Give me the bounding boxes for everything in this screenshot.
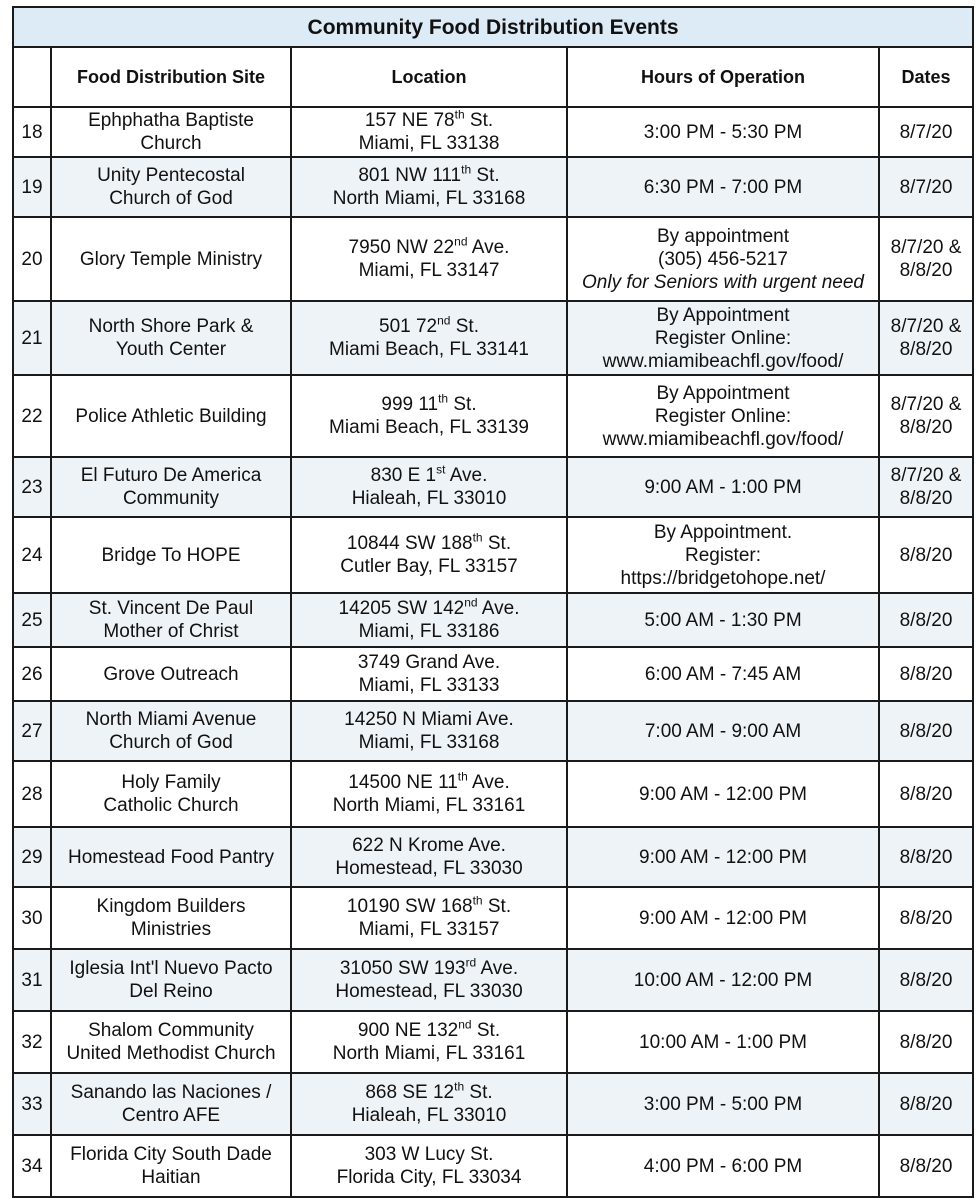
hours-cell (567, 107, 879, 157)
hours-cell (567, 1073, 879, 1135)
city-line: Hialeah, FL 33010 (351, 1105, 507, 1126)
row-number: 18 (13, 107, 51, 157)
hours-cell (567, 517, 879, 593)
site-cell (51, 457, 291, 517)
site-name-line: Church (140, 133, 202, 154)
dates-cell (879, 457, 973, 517)
hours-cell (567, 375, 879, 457)
street-number: 830 E 1 (370, 465, 437, 486)
ordinal-suffix: th (438, 391, 449, 406)
date-line: 8/8/20 (899, 609, 953, 631)
table-row (13, 107, 973, 157)
location-cell (291, 1135, 567, 1197)
row-number: 22 (13, 375, 51, 457)
location-cell (291, 949, 567, 1011)
column-header-number (13, 47, 51, 107)
city-line: Homestead, FL 33030 (335, 981, 523, 1002)
row-number: 31 (13, 949, 51, 1011)
dates-cell (879, 1011, 973, 1073)
hours-cell (567, 301, 879, 375)
site-cell (51, 107, 291, 157)
dates-cell (879, 827, 973, 887)
ordinal-suffix: nd (437, 313, 451, 328)
date-line: 8/7/20 & (890, 465, 962, 486)
site-name-line: Florida City South Dade (70, 1144, 272, 1165)
hours-line: 6:30 PM - 7:00 PM (643, 176, 803, 198)
address-line (296, 1019, 562, 1042)
location-cell (291, 1011, 567, 1073)
street-type: St. (471, 1020, 501, 1041)
site-cell (51, 827, 291, 887)
street-type: St. (464, 1082, 493, 1103)
location-cell (291, 593, 567, 647)
ordinal-suffix: nd (458, 1017, 472, 1032)
date-line: 8/8/20 (899, 339, 953, 360)
dates-cell (879, 157, 973, 217)
dates-cell (879, 375, 973, 457)
date-line: 8/8/20 (899, 1031, 953, 1053)
dates-cell (879, 1073, 973, 1135)
street-number: 31050 SW 193 (339, 958, 466, 979)
ordinal-suffix: th (454, 107, 465, 122)
row-number: 21 (13, 301, 51, 375)
street-number: 14250 N Miami Ave. (344, 709, 514, 730)
table-row (13, 301, 973, 375)
table-row (13, 593, 973, 647)
address-line (296, 109, 562, 132)
city-line: Miami, FL 33157 (358, 919, 500, 940)
site-name-line: Police Athletic Building (75, 405, 267, 427)
city-line: Cutler Bay, FL 33157 (340, 556, 518, 577)
street-number: 14205 SW 142 (338, 598, 465, 619)
street-type: St. (471, 165, 500, 186)
city-line: Homestead, FL 33030 (335, 858, 523, 879)
location-cell (291, 647, 567, 701)
city-line: North Miami, FL 33161 (332, 795, 526, 816)
site-name-line: United Methodist Church (66, 1043, 276, 1064)
hours-line: Register: (684, 544, 762, 566)
date-line: 8/8/20 (899, 417, 953, 438)
site-name-line: Centro AFE (121, 1105, 221, 1126)
site-cell (51, 301, 291, 375)
site-cell (51, 593, 291, 647)
hours-line: (305) 456-5217 (658, 248, 788, 270)
site-name-line: North Miami Avenue (85, 709, 257, 730)
dates-cell (879, 517, 973, 593)
site-cell (51, 1011, 291, 1073)
hours-cell (567, 701, 879, 761)
city-line: Miami, FL 33138 (358, 133, 500, 154)
site-cell (51, 949, 291, 1011)
location-cell (291, 301, 567, 375)
street-type: St. (482, 533, 512, 554)
table-row (13, 375, 973, 457)
site-name-line: Grove Outreach (103, 663, 239, 685)
location-cell (291, 701, 567, 761)
site-name-line: Bridge To HOPE (101, 544, 241, 566)
street-number: 157 NE 78 (364, 110, 455, 131)
row-number: 27 (13, 701, 51, 761)
street-type: Ave. (445, 465, 488, 486)
food-distribution-sheet (12, 6, 972, 1198)
ordinal-suffix: th (461, 162, 472, 177)
street-type: St. (482, 896, 512, 917)
row-number: 19 (13, 157, 51, 217)
address-line (296, 532, 562, 555)
column-header-location: Location (291, 47, 567, 107)
table-row (13, 949, 973, 1011)
location-cell (291, 457, 567, 517)
date-line: 8/8/20 (899, 260, 953, 281)
street-type: St. (448, 394, 477, 415)
table-row (13, 827, 973, 887)
address-line (296, 771, 562, 794)
site-name-line: Church of God (109, 188, 233, 209)
site-name-line: Iglesia Int'l Nuevo Pacto (69, 958, 273, 979)
site-name-line: North Shore Park & (88, 316, 254, 337)
location-cell (291, 217, 567, 301)
hours-line: 10:00 AM - 12:00 PM (633, 969, 813, 991)
column-header-hours: Hours of Operation (567, 47, 879, 107)
table-row (13, 1073, 973, 1135)
date-line: 8/8/20 (899, 488, 953, 509)
column-header-site: Food Distribution Site (51, 47, 291, 107)
street-type: Ave. (477, 598, 520, 619)
date-line: 8/8/20 (899, 783, 953, 805)
address-line (296, 1081, 562, 1104)
location-cell (291, 827, 567, 887)
row-number: 25 (13, 593, 51, 647)
table-row (13, 1011, 973, 1073)
ordinal-suffix: rd (465, 955, 477, 970)
address-line (296, 315, 562, 338)
hours-line: Register Online: (654, 405, 792, 427)
date-line: 8/8/20 (899, 720, 953, 742)
address-line (296, 651, 562, 674)
street-number: 900 NE 132 (357, 1020, 459, 1041)
hours-cell (567, 1011, 879, 1073)
site-name-line: Youth Center (115, 339, 227, 360)
site-name-line: Shalom Community (88, 1020, 254, 1041)
dates-cell (879, 701, 973, 761)
site-name-line: Sanando las Naciones / (70, 1082, 272, 1103)
hours-line: By appointment (656, 225, 790, 247)
site-cell (51, 701, 291, 761)
hours-line: https://bridgetohope.net/ (620, 567, 826, 589)
address-line (296, 393, 562, 416)
city-line: North Miami, FL 33161 (332, 1043, 526, 1064)
table-row (13, 157, 973, 217)
table-row (13, 887, 973, 949)
dates-cell (879, 647, 973, 701)
street-number: 7950 NW 22 (348, 237, 455, 258)
dates-cell (879, 593, 973, 647)
date-line: 8/8/20 (899, 907, 953, 929)
address-line (296, 708, 562, 731)
row-number: 28 (13, 761, 51, 827)
row-number: 20 (13, 217, 51, 301)
row-number: 33 (13, 1073, 51, 1135)
hours-line: By Appointment (656, 304, 790, 326)
address-line (296, 834, 562, 857)
date-line: 8/7/20 (899, 176, 953, 198)
street-type: St. (464, 110, 494, 131)
hours-line: 6:00 AM - 7:45 AM (644, 663, 802, 685)
site-cell (51, 157, 291, 217)
row-number: 24 (13, 517, 51, 593)
site-name-line: Ministries (130, 919, 212, 940)
ordinal-suffix: st (436, 462, 446, 477)
row-number: 26 (13, 647, 51, 701)
hours-cell (567, 761, 879, 827)
street-type: St. (450, 316, 479, 337)
city-line: Miami Beach, FL 33139 (329, 417, 529, 438)
hours-line: www.miamibeachfl.gov/food/ (602, 428, 844, 450)
hours-line: 7:00 AM - 9:00 AM (644, 720, 802, 742)
site-cell (51, 217, 291, 301)
hours-line: 10:00 AM - 1:00 PM (639, 1031, 807, 1053)
street-number: 801 NW 111 (358, 165, 462, 186)
street-number: 868 SE 12 (365, 1082, 455, 1103)
hours-line: 9:00 AM - 1:00 PM (644, 476, 802, 498)
street-number: 3749 Grand Ave. (357, 652, 501, 673)
table-row (13, 701, 973, 761)
date-line: 8/8/20 (899, 1093, 953, 1115)
location-cell (291, 107, 567, 157)
address-line (296, 895, 562, 918)
hours-note: Only for Seniors with urgent need (582, 271, 864, 293)
date-line: 8/8/20 (899, 663, 953, 685)
hours-cell (567, 593, 879, 647)
table-row (13, 457, 973, 517)
hours-line: 3:00 PM - 5:00 PM (643, 1093, 803, 1115)
hours-line: 4:00 PM - 6:00 PM (643, 1155, 803, 1177)
site-name-line: Holy Family (121, 772, 221, 793)
row-number: 30 (13, 887, 51, 949)
site-cell (51, 887, 291, 949)
city-line: Miami, FL 33186 (358, 621, 500, 642)
hours-line: www.miamibeachfl.gov/food/ (602, 350, 844, 372)
location-cell (291, 517, 567, 593)
site-name-line: Del Reino (129, 981, 213, 1002)
site-name-line: Mother of Christ (103, 621, 239, 642)
hours-line: 5:00 AM - 1:30 PM (644, 609, 802, 631)
dates-cell (879, 1135, 973, 1197)
street-number: 10844 SW 188 (346, 533, 473, 554)
hours-line: 3:00 PM - 5:30 PM (643, 121, 803, 143)
location-cell (291, 887, 567, 949)
ordinal-suffix: nd (464, 595, 478, 610)
hours-cell (567, 1135, 879, 1197)
address-line (296, 236, 562, 259)
site-name-line: Homestead Food Pantry (68, 846, 274, 868)
ordinal-suffix: th (457, 769, 468, 784)
location-cell (291, 761, 567, 827)
dates-cell (879, 949, 973, 1011)
date-line: 8/7/20 & (890, 394, 962, 415)
location-cell (291, 157, 567, 217)
row-number: 29 (13, 827, 51, 887)
site-cell (51, 761, 291, 827)
dates-cell (879, 887, 973, 949)
row-number: 32 (13, 1011, 51, 1073)
table-row (13, 647, 973, 701)
hours-line: By Appointment. (653, 521, 793, 543)
address-line (296, 957, 562, 980)
row-number: 34 (13, 1135, 51, 1197)
location-cell (291, 375, 567, 457)
location-cell (291, 1073, 567, 1135)
table-row (13, 1135, 973, 1197)
date-line: 8/7/20 & (890, 237, 962, 258)
address-line (296, 464, 562, 487)
city-line: Miami, FL 33133 (358, 675, 500, 696)
street-type: Ave. (467, 237, 510, 258)
dates-cell (879, 107, 973, 157)
hours-cell (567, 217, 879, 301)
hours-line: Register Online: (654, 327, 792, 349)
row-number: 23 (13, 457, 51, 517)
site-name-line: Catholic Church (103, 795, 239, 816)
hours-cell (567, 647, 879, 701)
hours-line: 9:00 AM - 12:00 PM (639, 783, 807, 805)
ordinal-suffix: nd (454, 234, 468, 249)
site-name-line: Haitian (141, 1167, 201, 1188)
date-line: 8/8/20 (899, 1155, 953, 1177)
site-name-line: El Futuro De America (80, 465, 262, 486)
site-name-line: Glory Temple Ministry (79, 248, 263, 270)
hours-cell (567, 827, 879, 887)
hours-cell (567, 949, 879, 1011)
site-cell (51, 647, 291, 701)
street-type: Ave. (476, 958, 519, 979)
site-name-line: Unity Pentecostal (97, 165, 245, 186)
city-line: Miami, FL 33168 (358, 732, 500, 753)
site-name-line: Ephphatha Baptiste (88, 110, 254, 131)
street-number: 14500 NE 11 (348, 772, 458, 793)
address-line (296, 164, 562, 187)
table-row (13, 217, 973, 301)
table-row (13, 761, 973, 827)
table-title: Community Food Distribution Events (13, 7, 973, 47)
street-number: 10190 SW 168 (346, 896, 473, 917)
date-line: 8/8/20 (899, 969, 953, 991)
events-table-body (13, 107, 973, 1197)
hours-cell (567, 157, 879, 217)
dates-cell (879, 761, 973, 827)
date-line: 8/8/20 (899, 544, 953, 566)
date-line: 8/8/20 (899, 846, 953, 868)
date-line: 8/7/20 & (890, 316, 962, 337)
dates-cell (879, 301, 973, 375)
city-line: Miami Beach, FL 33141 (329, 339, 529, 360)
site-name-line: Kingdom Builders (96, 896, 246, 917)
street-number: 999 11 (381, 394, 439, 415)
site-cell (51, 1073, 291, 1135)
hours-line: By Appointment (656, 382, 790, 404)
city-line: Florida City, FL 33034 (336, 1167, 522, 1188)
address-line (296, 597, 562, 620)
city-line: North Miami, FL 33168 (332, 188, 526, 209)
ordinal-suffix: th (472, 530, 483, 545)
street-number: 622 N Krome Ave. (352, 835, 506, 856)
city-line: Miami, FL 33147 (358, 260, 500, 281)
street-type: Ave. (467, 772, 510, 793)
hours-line: 9:00 AM - 12:00 PM (639, 846, 807, 868)
site-cell (51, 1135, 291, 1197)
hours-cell (567, 457, 879, 517)
ordinal-suffix: th (472, 893, 483, 908)
ordinal-suffix: th (454, 1079, 465, 1094)
site-name-line: Community (122, 488, 220, 509)
dates-cell (879, 217, 973, 301)
table-row (13, 517, 973, 593)
date-line: 8/7/20 (899, 121, 953, 143)
city-line: Hialeah, FL 33010 (351, 488, 507, 509)
street-number: 303 W Lucy St. (364, 1144, 494, 1165)
events-table (12, 6, 974, 1198)
address-line (296, 1143, 562, 1166)
site-cell (51, 517, 291, 593)
site-name-line: Church of God (109, 732, 233, 753)
site-cell (51, 375, 291, 457)
hours-line: 9:00 AM - 12:00 PM (639, 907, 807, 929)
hours-cell (567, 887, 879, 949)
site-name-line: St. Vincent De Paul (88, 598, 254, 619)
column-header-dates: Dates (879, 47, 973, 107)
street-number: 501 72 (379, 316, 438, 337)
